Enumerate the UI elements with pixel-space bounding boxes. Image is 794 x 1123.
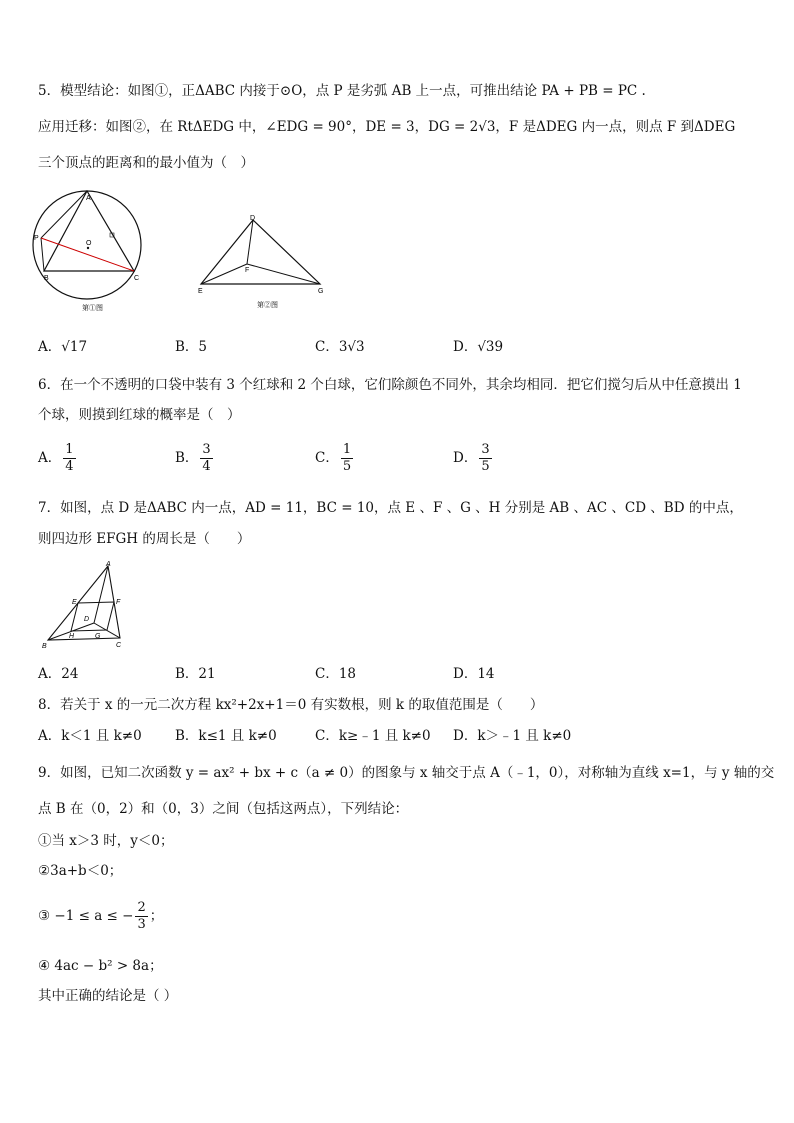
- q5-option-b: B．5: [175, 339, 208, 355]
- q6-option-d-den: 5: [481, 459, 490, 474]
- q9-line1: 9．如图，已知二次函数 y = ax² + bx + c（a ≠ 0）的图象与 x 轴交于点 A（﹣1，0），对称轴为直线 x=1，与 y 轴的交: [38, 765, 775, 781]
- q6-option-c-den: 5: [342, 459, 352, 474]
- q7-option-d: D．14: [453, 666, 495, 682]
- q6-option-a: [38, 442, 78, 475]
- q5-line1: 5．模型结论：如图①，正ΔABC 内接于⊙O，点 P 是劣弧 AB 上一点，可推出结论 PA + PB = PC .: [38, 83, 646, 99]
- q7-label-h: H: [69, 633, 75, 640]
- q5-line2: 应用迁移：如图②，在 RtΔEDG 中，∠EDG = 90°，DE = 3，DG = 2√3，F 是ΔDEG 内一点，则点 F 到ΔDEG: [38, 119, 736, 135]
- fig2-caption: 第②图: [257, 302, 278, 309]
- q7-label-b: B: [42, 643, 47, 650]
- fig1-label-p: P: [34, 235, 39, 242]
- q9-item1: ①当 x＞3 时，y＜0；: [38, 833, 174, 849]
- q7-label-e: E: [72, 599, 77, 606]
- q5-line3: 三个顶点的距离和的最小值为（ ）: [38, 155, 254, 171]
- fig2-label-f: F: [245, 267, 250, 274]
- q7-option-b: B．21: [175, 666, 216, 682]
- q9-item4: ④ 4ac − b² > 8a；: [38, 958, 163, 974]
- q7-line2: 则四边形 EFGH 的周长是（ ）: [38, 531, 251, 547]
- fig2-label-g: G: [318, 288, 324, 295]
- q6-option-d-label: D．: [453, 450, 478, 466]
- fig2-label-e: E: [198, 288, 203, 295]
- q5-figure-2: [195, 212, 335, 312]
- q6-option-b: [175, 442, 215, 475]
- q7-label-c: C: [116, 642, 122, 649]
- q9-item3-suffix: ；: [149, 908, 164, 924]
- q5-option-c: C．3√3: [315, 339, 365, 355]
- q6-option-a-den: 4: [65, 459, 74, 474]
- q6-option-a-label: A．: [38, 450, 62, 466]
- q8-option-b: B．k≤1 且 k≠0: [175, 728, 277, 744]
- q8-option-d: D．k＞﹣1 且 k≠0: [453, 728, 572, 744]
- q7-option-c: C．18: [315, 666, 357, 682]
- fig1-caption: 第①图: [82, 305, 103, 312]
- q9-item3-num: 2: [137, 900, 146, 915]
- q7-option-a: A．24: [38, 666, 79, 682]
- q7-label-g: G: [95, 633, 101, 640]
- q9-item3-den: 3: [137, 917, 146, 932]
- q8-line1: 8．若关于 x 的一元二次方程 kx²+2x+1＝0 有实数根，则 k 的取值范围是（ ）: [38, 697, 544, 713]
- q7-figure: [38, 558, 138, 653]
- q8-option-a: A．k＜1 且 k≠0: [38, 728, 142, 744]
- q5-figure-1: [30, 190, 160, 315]
- q6-option-a-num: 1: [65, 442, 74, 457]
- q7-label-a: A: [106, 561, 111, 568]
- q8-option-c: C．k≥﹣1 且 k≠0: [315, 728, 431, 744]
- q9-ending: 其中正确的结论是（ ）: [38, 988, 178, 1004]
- fig1-label-o: O: [86, 240, 92, 247]
- q6-option-c-label: C．: [315, 450, 339, 466]
- q6-option-b-label: B．: [175, 450, 199, 466]
- fig1-label-b: B: [44, 275, 49, 282]
- q5-option-d: D．√39: [453, 339, 504, 355]
- fig1-label-a: A: [86, 195, 91, 202]
- q6-option-c: [315, 442, 355, 475]
- q9-item2: ②3a+b＜0；: [38, 863, 123, 879]
- q9-item3-prefix: ③ −1 ≤ a ≤ −: [38, 908, 134, 924]
- q9-line2: 点 B 在（0，2）和（0，3）之间（包括这两点），下列结论：: [38, 801, 409, 817]
- fig2-label-d: D: [250, 215, 256, 222]
- q6-option-d: [453, 442, 494, 475]
- q7-line1: 7．如图，点 D 是ΔABC 内一点，AD = 11，BC = 10，点 E 、F 、G 、H 分别是 AB 、AC 、CD 、BD 的中点，: [38, 500, 743, 516]
- q6-option-c-num: 1: [342, 442, 352, 457]
- q6-option-b-num: 3: [202, 442, 211, 457]
- q7-label-d: D: [84, 616, 90, 623]
- fig1-label-c: C: [134, 275, 140, 282]
- q6-line2: 个球，则摸到红球的概率是（ ）: [38, 407, 241, 423]
- q7-label-f: F: [116, 599, 121, 606]
- q6-option-b-den: 4: [202, 459, 211, 474]
- q9-item3: [38, 900, 163, 933]
- q6-line1: 6．在一个不透明的口袋中装有 3 个红球和 2 个白球，它们除颜色不同外，其余均相同．把它们搅匀后从中任意摸出 1: [38, 377, 742, 393]
- q6-option-d-num: 3: [481, 442, 490, 457]
- q5-option-a: A．√17: [38, 339, 88, 355]
